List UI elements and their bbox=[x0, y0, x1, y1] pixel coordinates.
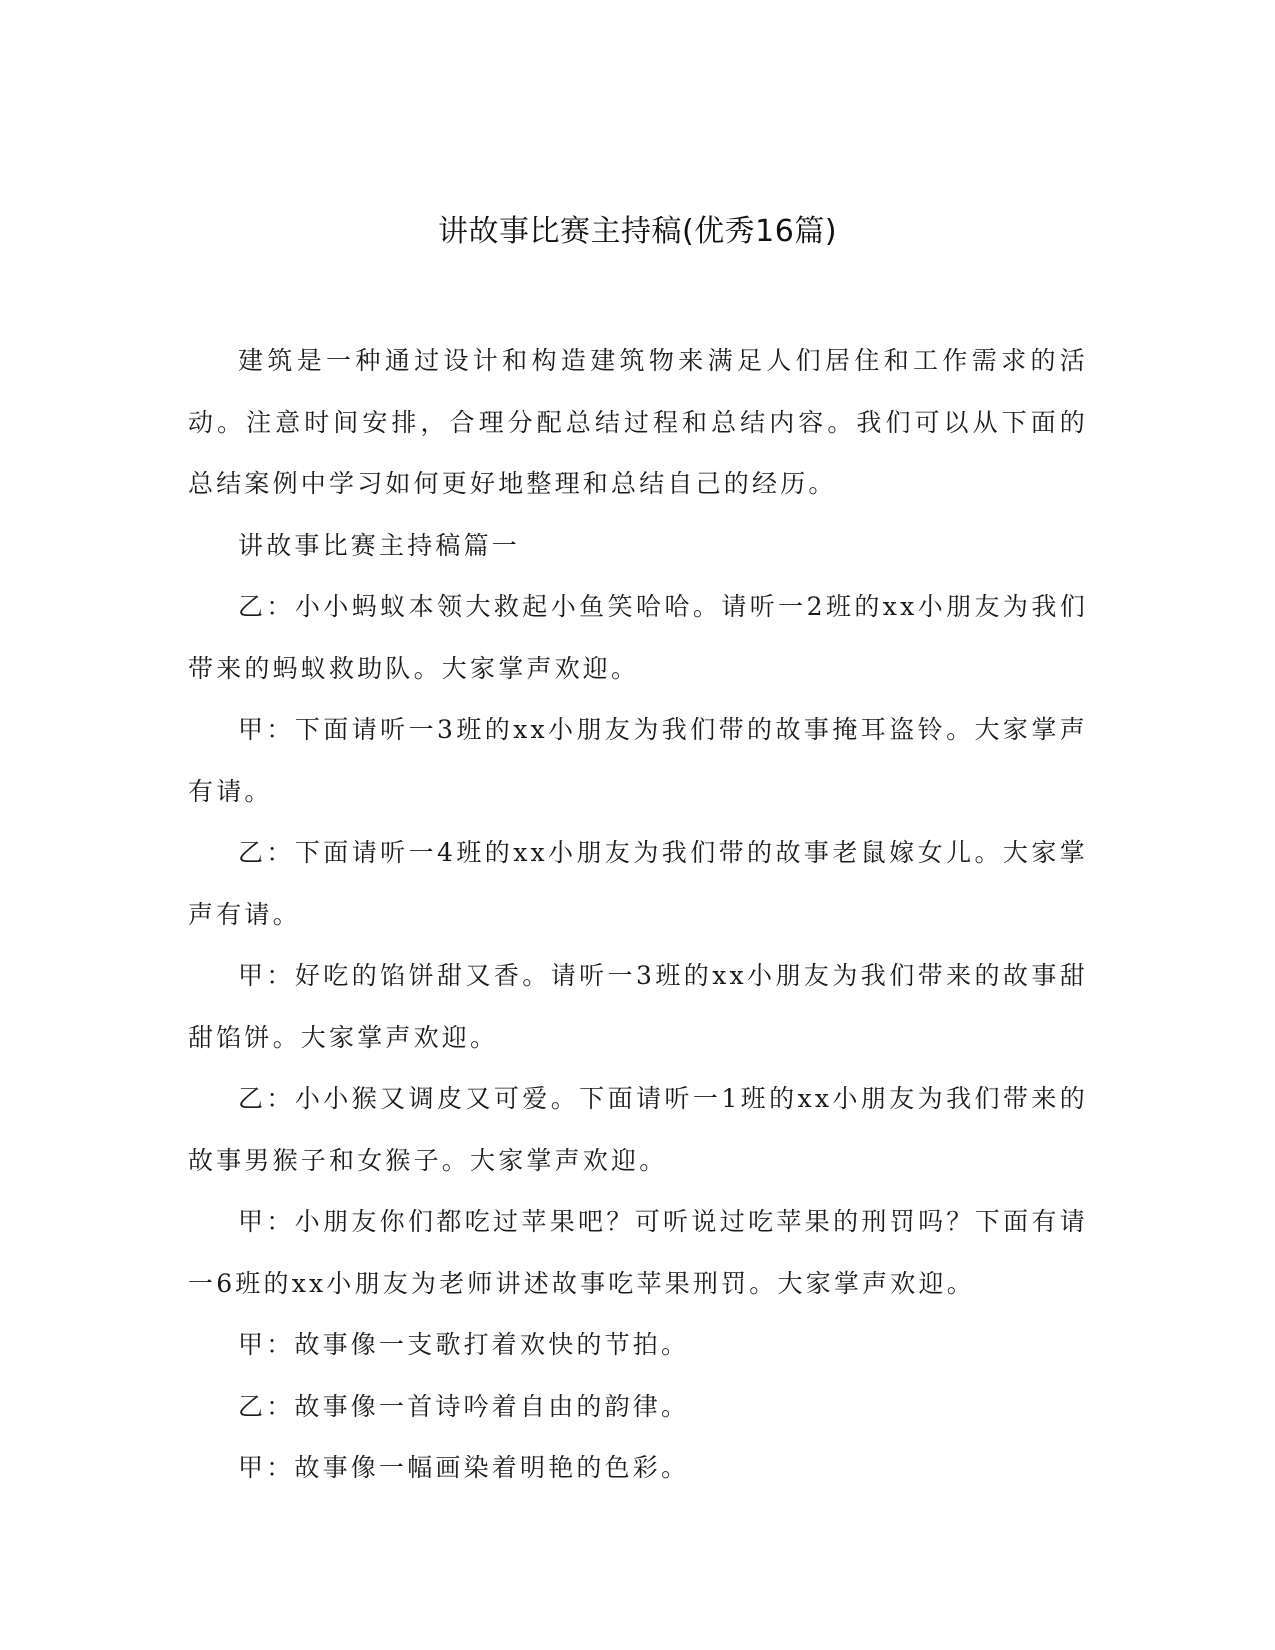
dialogue-paragraph: 乙：小小蚂蚁本领大救起小鱼笑哈哈。请听一2班的xx小朋友为我们带来的蚂蚁救助队。大家掌声欢迎。 bbox=[188, 592, 1088, 683]
intro-paragraph: 建筑是一种通过设计和构造建筑物来满足人们居住和工作需求的活动。注意时间安排，合理分配总结过程和总结内容。我们可以从下面的总结案例中学习如何更好地整理和总结自己的经历。 bbox=[188, 346, 1088, 498]
dialogue-paragraph: 甲：故事像一支歌打着欢快的节拍。 bbox=[238, 1330, 690, 1359]
dialogue-paragraph: 甲：故事像一幅画染着明艳的色彩。 bbox=[238, 1453, 690, 1482]
document-body bbox=[188, 330, 1088, 1499]
dialogue-paragraph: 乙：小小猴又调皮又可爱。下面请听一1班的xx小朋友为我们带来的故事男猴子和女猴子。大家掌声欢迎。 bbox=[188, 1084, 1088, 1175]
dialogue-paragraph: 甲：好吃的馅饼甜又香。请听一3班的xx小朋友为我们带来的故事甜甜馅饼。大家掌声欢迎。 bbox=[188, 961, 1088, 1052]
dialogue-paragraph: 乙：下面请听一4班的xx小朋友为我们带的故事老鼠嫁女儿。大家掌声有请。 bbox=[188, 838, 1088, 929]
dialogue-paragraph: 甲：下面请听一3班的xx小朋友为我们带的故事掩耳盗铃。大家掌声有请。 bbox=[188, 715, 1088, 806]
section-heading: 讲故事比赛主持稿篇一 bbox=[238, 530, 521, 560]
dialogue-paragraph: 甲：小朋友你们都吃过苹果吧？可听说过吃苹果的刑罚吗？下面有请一6班的xx小朋友为老师讲述故事吃苹果刑罚。大家掌声欢迎。 bbox=[188, 1207, 1088, 1298]
document-title: 讲故事比赛主持稿(优秀16篇) bbox=[437, 214, 838, 249]
dialogue-paragraph: 乙：故事像一首诗吟着自由的韵律。 bbox=[238, 1391, 690, 1421]
